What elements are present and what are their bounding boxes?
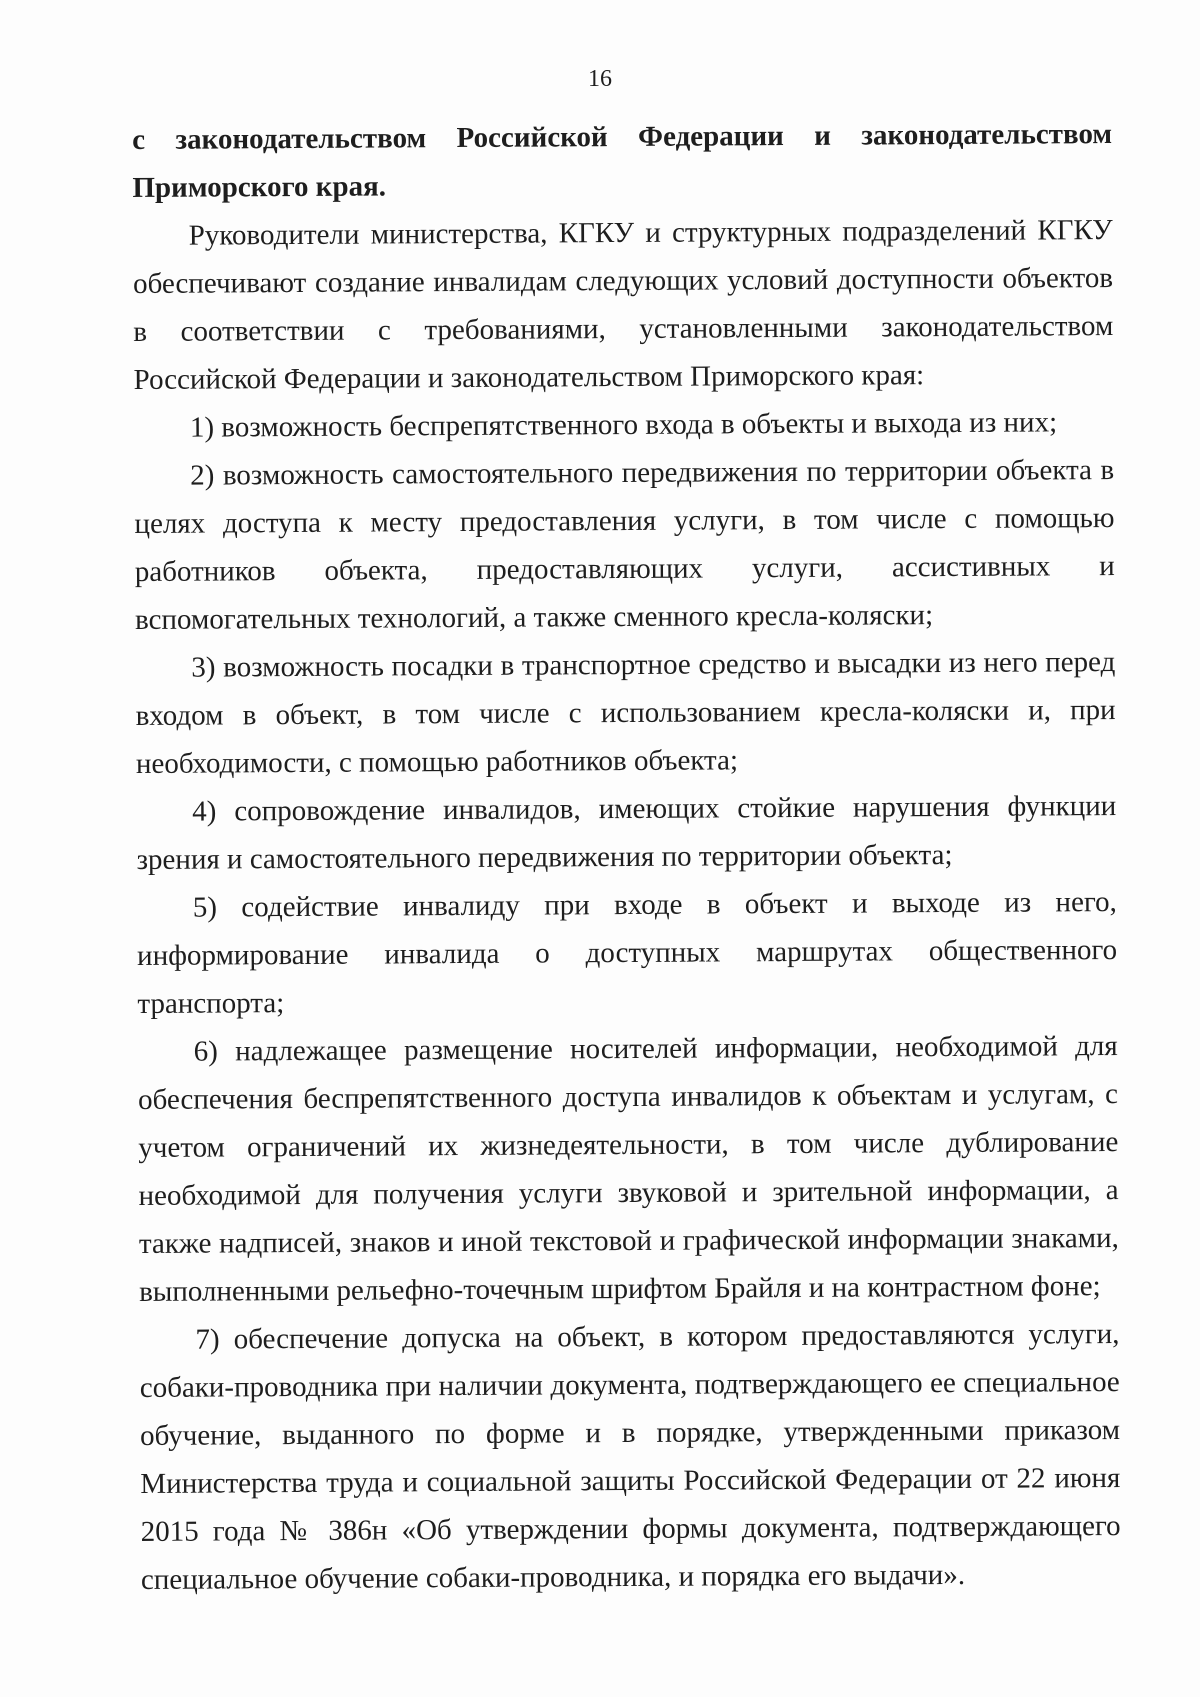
list-item-5: 5) содействие инвалиду при входе в объект и выходе из него, информирование инвалида о доступных маршрутах общественного транспорта; bbox=[137, 885, 1118, 1020]
list-item-7: 7) обеспечение допуска на объект, в котором предоставляются услуги, собаки-проводника при наличии документа, подтверждающего ее специальное обучение, выданного по форме и в порядке, утвержденными приказом Министерства труда и социальной защиты Российской Федерации от 22 июня 2015 года № 386н «Об утверждении формы документа, подтверждающего специальное обучение собаки-проводника, и порядка его выдачи». bbox=[139, 1317, 1121, 1596]
intro-paragraph: Руководители министерства, КГКУ и структурных подразделений КГКУ обеспечивают создание инвалидам следующих условий доступности объектов в соответствии с требованиями, установленными законодательством Российской Федерации и законодательством Приморского края: bbox=[132, 214, 1114, 396]
list-item-6: 6) надлежащее размещение носителей информации, необходимой для обеспечения беспрепятственного доступа инвалидов к объектам и услугам, с учетом ограничений их жизнедеятельности, в том числе дублирование необходимой для получения услуги звуковой и зрительной информации, а также надписей, знаков и иной текстовой и графической информации знаками, выполненными рельефно-точечным шрифтом Брайля и на контрастном фоне; bbox=[137, 1029, 1119, 1308]
document-body bbox=[132, 110, 1121, 1604]
section-heading-continuation: с законодательством Российской Федерации и законодательством Приморского края. bbox=[132, 118, 1113, 204]
list-item-3: 3) возможность посадки в транспортное средство и высадки из него перед входом в объект, в том числе с использованием кресла-коляски и, при необходимости, с помощью работников объекта; bbox=[135, 646, 1116, 780]
list-item-4: 4) сопровождение инвалидов, имеющих стойкие нарушения функции зрения и самостоятельного передвижения по территории объекта; bbox=[136, 790, 1117, 876]
page-number: 16 bbox=[588, 66, 612, 92]
list-item-1: 1) возможность беспрепятственного входа в объекты и выхода из них; bbox=[189, 406, 1058, 444]
list-item-2: 2) возможность самостоятельного передвижения по территории объекта в целях доступа к месту предоставления услуги, в том числе с помощью работников объекта, предоставляющих услуги, ассистивных и вспомогательных технологий, а также сменного кресла-коляски; bbox=[134, 454, 1115, 636]
